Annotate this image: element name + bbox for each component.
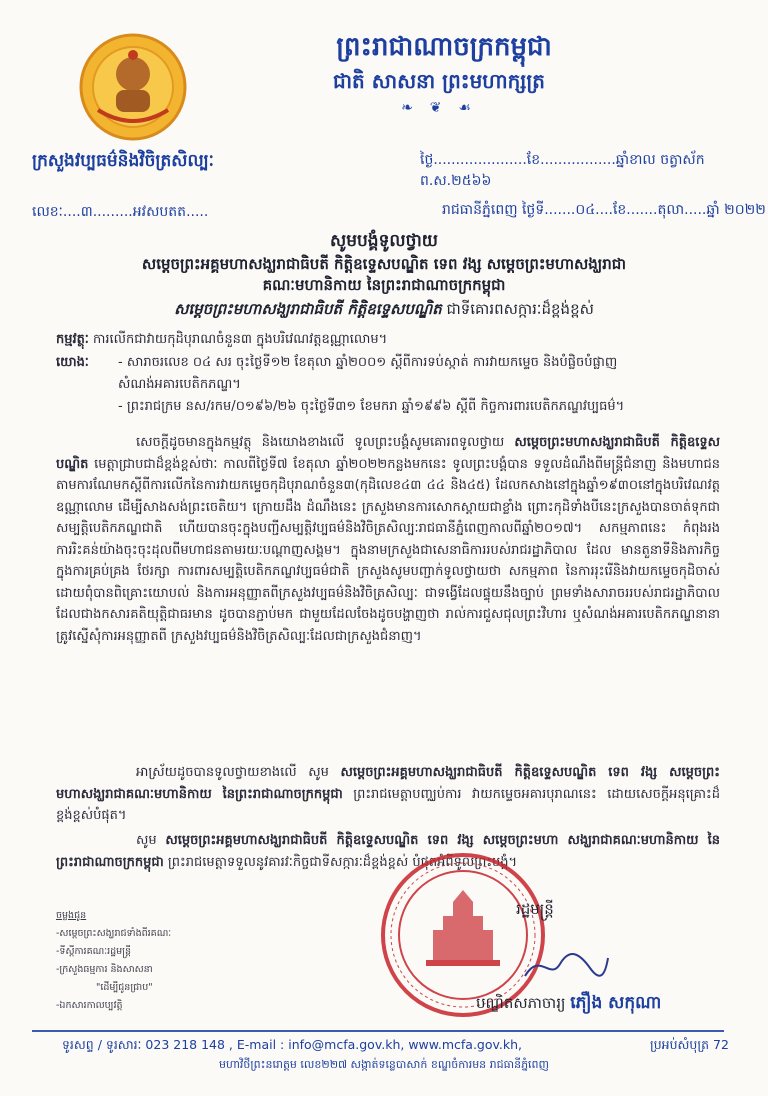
cc-item: -សម្តេចព្រះសង្ឃរាជទាំងពីរគណៈ (56, 928, 172, 939)
reference-number: លេខៈ....៣.........អវសបតត..... (32, 204, 209, 220)
ornament-divider: ❧ ❦ ☙ (401, 100, 477, 116)
lunar-date: ថ្ងៃ.....................ខែ.................ឆ្នាំខាល ចត្វាស័ក ព.ស.២៥៦៦ (420, 152, 705, 189)
reference-item-2: - ព្រះរាជក្រម នស/រកម/០១៩៦/២៦ ចុះថ្ងៃទី៣១ ខែមករា ឆ្នាំ១៩៩៦ ស្តីពី កិច្ចការពារបេតិកភណ្ឌវប្បធម៌។ (118, 399, 625, 414)
p1-intro: សេចក្តីដូចមានក្នុងកម្មវត្ថុ និងយោងខាងលើ ទូលព្រះបង្គំសូមគោរពទូលថ្វាយ (136, 435, 505, 450)
subject-line (56, 330, 716, 350)
p2-body: ព្រះរាជមេត្តាបញ្ឈប់ការ វាយកម្ទេចអគារបុរាណនេះ ដោយសេចក្តីអនុគ្រោះដ៏ខ្ពង់ខ្ពស់បំផុត។ (56, 786, 720, 823)
kingdom-title: ព្រះរាជាណាចក្រកម្ពុជា (336, 32, 552, 62)
postal-box: ប្រអប់សំបុត្រ 72 (650, 1037, 729, 1052)
references-label: យោងៈ (56, 355, 89, 370)
cc-item: -ទីស្តីការគណៈរដ្ឋមន្ត្រី (56, 946, 132, 957)
solar-date: រាជធានីភ្នំពេញ ថ្ងៃទី.......០៤....ខែ.......តុលា.....ឆ្នាំ ២០២២ (442, 202, 766, 218)
p3-intro: សូម (136, 833, 157, 848)
p3-honorific: សម្តេចព្រះអគ្គមហាសង្ឃរាជាធិបតី កិត្តិឧទ្ទេសបណ្ឌិត ទេព វង្ស សម្តេចព្រះមហា សង្ឃរាជាគណៈមហានិកាយ នៃព្រះរាជាណាចក្រកម្ពុជា (56, 833, 721, 870)
motto-text: ជាតិ សាសនា ព្រះមហាក្សត្រ (333, 69, 545, 93)
p3-body: ព្រះរាជមេត្តាទទួលនូវគារវៈកិច្ចជាទីសក្ការៈដ៏ខ្ពង់ខ្ពស់ បំផុតអំពីទូលព្រះបង្គំ។ (167, 854, 518, 870)
cc-title: ចម្លងជូន (56, 910, 87, 921)
addressee-line-3 (0, 300, 768, 322)
cc-item: -ឯកសារកាលប្បវត្តិ (56, 1000, 123, 1011)
references (56, 352, 716, 418)
signer-prefix: បណ្ឌិតសភាចារ្យ (476, 994, 566, 1012)
footer-divider (32, 1030, 724, 1032)
footer-address: មហាវិថីព្រះនរោត្តម លេខ២២៧ សង្កាត់ទន្លេបាសាក់ ខណ្ឌចំការមន រាជធានីភ្នំពេញ (218, 1058, 550, 1071)
carbon-copy-list (56, 907, 316, 1015)
handwritten-signature (520, 946, 610, 986)
addressee-honorific: សម្តេចព្រះមហាសង្ឃរាជាធិបតី កិត្តិឧទ្ទេសបណ្ឌិត (174, 300, 442, 318)
paragraph-1 (56, 432, 720, 647)
footer-contact: ទូរសព្ទ / ទូរសារៈ 023 218 148 , E-mail : info@mcfa.gov.kh, www.mcfa.gov.kh, (62, 1037, 523, 1052)
addressee-respect: ជាទីគោរពសក្ការៈដ៏ខ្ពង់ខ្ពស់ (446, 300, 594, 318)
paragraph-2 (56, 762, 720, 827)
salutation: សូមបង្គំទូលថ្វាយ (330, 231, 438, 251)
cc-item: -ក្រសួងធម្មការ និងសាសនា (56, 964, 153, 975)
subject-text: ការលើកជាវាយកុដិបុរាណចំនួន៣ ក្នុងបរិវេណវត្តឧណ្ណាលោម។ (93, 332, 388, 347)
signer-name (476, 992, 661, 1017)
reference-item-1-cont: សំណង់អគារបេតិកភណ្ឌ។ (118, 377, 241, 392)
p1-body: មេត្តាជ្រាបជាដ៏ខ្ពង់ខ្ពស់ថាៈ កាលពីថ្ងៃទី៧ ខែតុលា ឆ្នាំ២០២២កន្លងមកនេះ ទូលព្រះបង្គំបាន ទទួលដំណឹងពីមន្ត្រីជំនាញ និងមហាជនតាមការណែមកស្តីពីការលើកនៃការវាយកម្ទេចកុដិបុរាណចំនួន៣(កុដិលេខ៤៣ ៤៤ និង៤៥) ដែលកសាងនៅក្នុងឆ្នាំ១៩៣០នៅក្នុងបរិវេណវត្តឧណ្ណាលោម ដើម្បីសាងសង់ព្រះចេតិយ។ ក្រោយដឹង ដំណឹងនេះ ក្រសួងមានការសោកស្តាយជាខ្លាំង ព្រោះកុដិទាំងបីនេះក្រសួងបានចាត់ទុកជាសម្បត្តិបេតិកភណ្ឌជាតិ ហើយបានចុះក្នុងបញ្ជីសម្បត្តិវប្បធម៌និងវិចិត្រសិល្បៈរាជធានីភ្នំពេញកាលពីឆ្នាំ២០១៧។ សកម្មភាពនេះ កំពុងរង ការរិះគន់យ៉ាងចុះចុះដុលពីមហាជនតាមរយៈបណ្តាញសង្គម។ ក្នុងនាមក្រសួងជាសេនាធិការរបស់រាជរដ្ឋាភិបាល ដែល មានតួនាទីនិងភារកិច្ចក្នុងការគ្រប់គ្រង ថែរក្សា ការពារសម្បត្តិបេតិកភណ្ឌវប្បធម៌ជាតិ ក្រសួងសូមបញ្ជាក់ទូលថ្វាយថា សកម្មភាព នៃការរុះរើនិងវាយកម្ទេចកុដិចាស់ដោយពុំបានពិគ្រោះយោបល់ និងការអនុញ្ញាតពីក្រសួងវប្បធម៌និងវិចិត្រសិល្បៈ ជាទង្វើដែលផ្ទុយនឹងច្បាប់ ព្រមទាំងសារាចររបស់រាជរដ្ឋាភិបាលដែលជាងកសារគតិយុត្តិជាធរមាន ដូចបានភ្ជាប់មក ជាមួយដែលចែងដូចបង្ហាញថា រាល់ការជួសជុលព្រះវិហារ ឬសំណង់អគារបេតិកភណ្ឌនានាត្រូវស្នើសុំការអនុញ្ញាតពី ក្រសួងវប្បធម៌និងវិចិត្រសិល្បៈដែលជាក្រសួងជំនាញ។ (56, 456, 720, 644)
national-motto (0, 68, 768, 116)
reference-item-1: - សារាចរលេខ ០៤ សរ ចុះថ្ងៃទី១២ ខែតុលា ឆ្នាំ២០០១ ស្តីពីការទប់ស្កាត់ ការវាយកម្ទេច និងបំផ្លិចបំផ្លាញ (118, 355, 618, 370)
subject-label: កម្មវត្ថុៈ (56, 332, 89, 347)
cc-note: "ដើម្បីជូនជ្រាប" (96, 982, 153, 993)
signer-title: រដ្ឋមន្ត្រី (516, 900, 554, 918)
p2-honorific: សម្តេចព្រះអគ្គមហាសង្ឃរាជាធិបតី កិត្តិឧទ្ទេសបណ្ឌិត ទេព វង្ស សម្តេចព្រះមហាសង្ឃរាជាគណៈមហានិកាយ នៃព្រះរាជាណាចក្រកម្ពុជា (56, 765, 720, 802)
signer-full-name: ភឿង សកុណា (570, 993, 662, 1013)
ministry-name: ក្រសួងវប្បធម៌និងវិចិត្រសិល្បៈ (32, 151, 214, 171)
p2-intro: អាស្រ័យដូចបានទូលថ្វាយខាងលើ សូម (136, 765, 329, 780)
p1-honorific: សម្តេចព្រះមហាសង្ឃរាជាធិបតី កិត្តិឧទ្ទេសបណ្ឌិត (56, 435, 720, 472)
addressee-line-1: សម្តេចព្រះអគ្គមហាសង្ឃរាជាធិបតី កិត្តិឧទ្ទេសបណ្ឌិត ទេព វង្ស សម្តេចព្រះមហាសង្ឃរាជា (141, 255, 627, 273)
addressee-line-2: គណៈមហានិកាយ នៃព្រះរាជាណាចក្រកម្ពុជា (262, 276, 506, 294)
reference-row-1 (56, 352, 716, 374)
